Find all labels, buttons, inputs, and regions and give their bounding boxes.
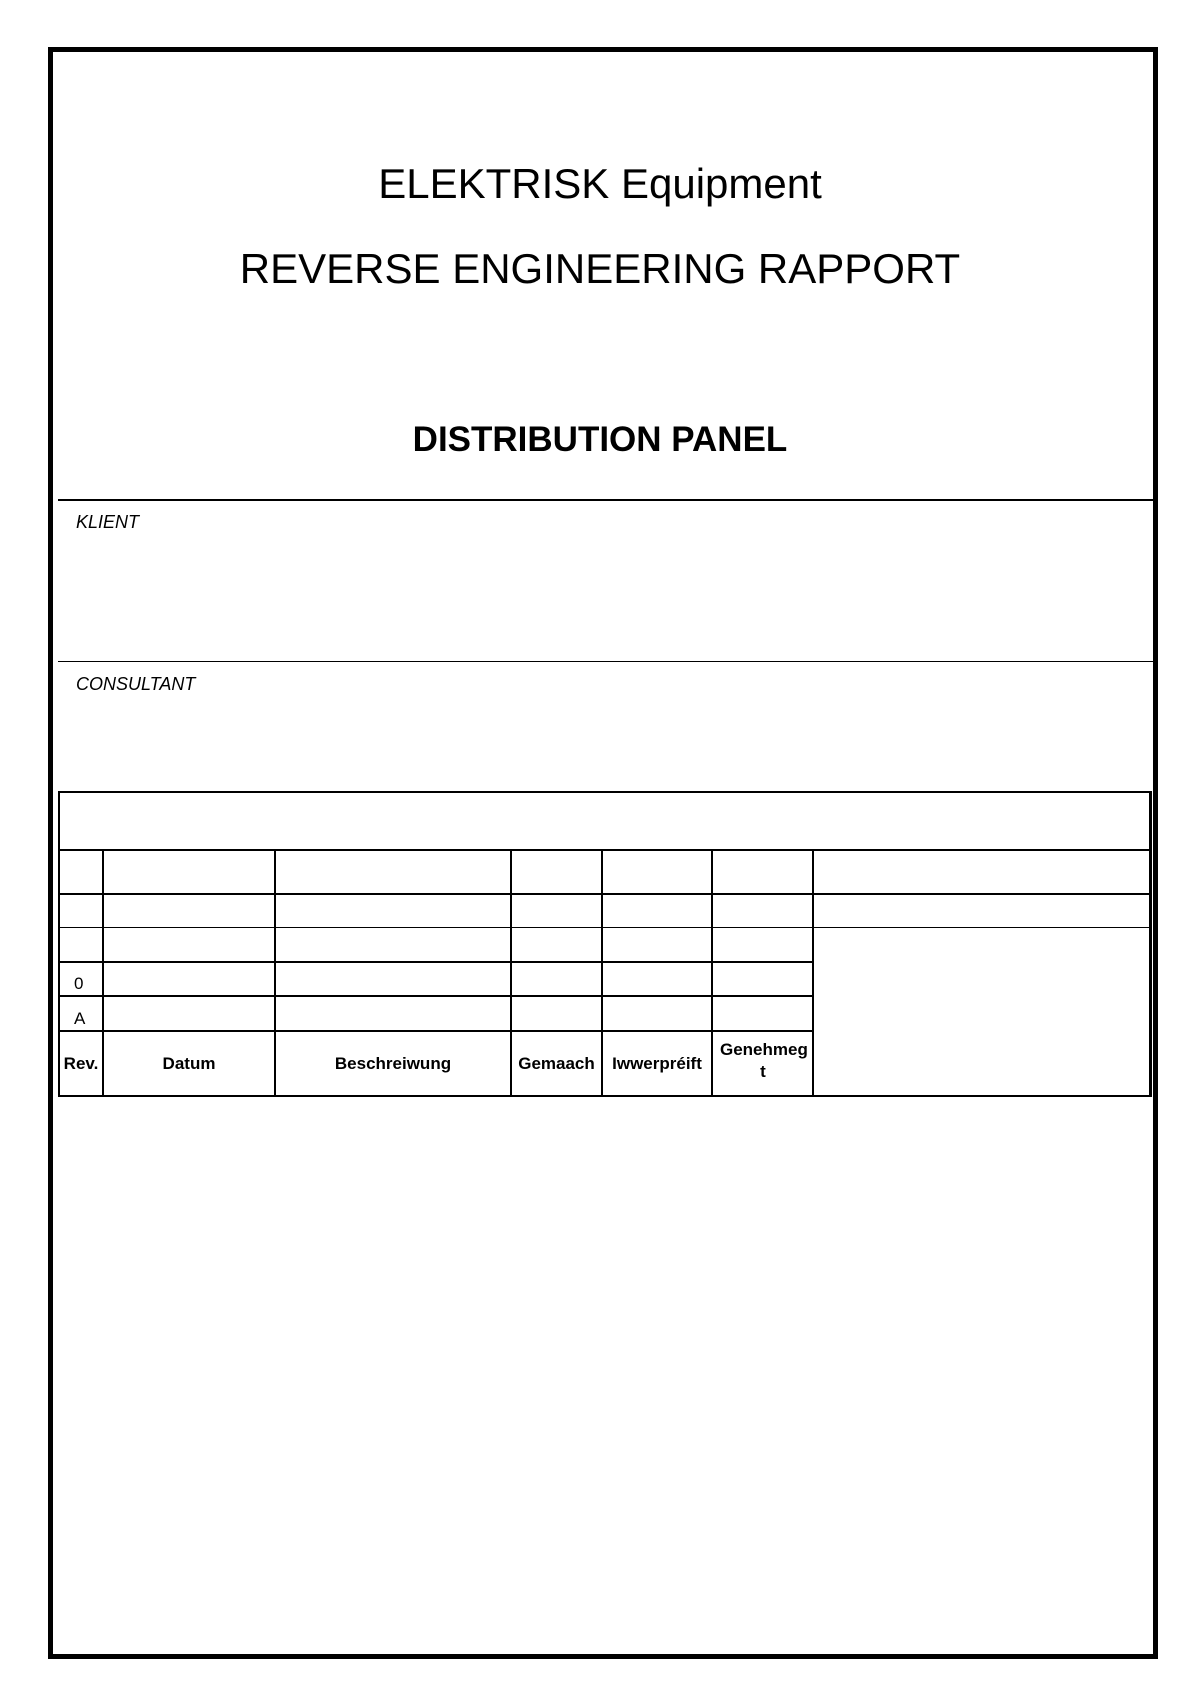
client-label: KLIENT: [76, 512, 140, 532]
header-gemaach: Gemaach: [518, 1054, 595, 1073]
table-row-divider: [60, 961, 812, 963]
table-col-divider: [812, 849, 814, 1097]
revision-table: [58, 791, 1152, 1097]
table-col-divider: [711, 849, 713, 1097]
table-row-divider: [60, 995, 812, 997]
table-row-divider: [60, 927, 1150, 928]
document-subtitle: REVERSE ENGINEERING RAPPORT: [239, 245, 961, 292]
divider-middle: [58, 661, 1153, 662]
consultant-label: CONSULTANT: [76, 674, 196, 694]
rev-cell: A: [74, 1009, 86, 1028]
table-row-divider: [60, 849, 1150, 851]
table-row-divider: [60, 1030, 812, 1032]
document-subject: DISTRIBUTION PANEL: [412, 420, 788, 459]
divider-top: [58, 499, 1153, 501]
header-datum: Datum: [162, 1054, 216, 1073]
header-rev: Rev.: [63, 1054, 99, 1073]
header-iwwerpreift: Iwwerpréift: [612, 1054, 702, 1073]
table-row-divider: [60, 893, 1150, 895]
document-title: ELEKTRISK Equipment: [378, 160, 822, 207]
header-beschreiwung: Beschreiwung: [334, 1054, 452, 1073]
header-genehmegt: Genehmeg t: [720, 1040, 808, 1081]
rev-cell: 0: [74, 974, 84, 993]
